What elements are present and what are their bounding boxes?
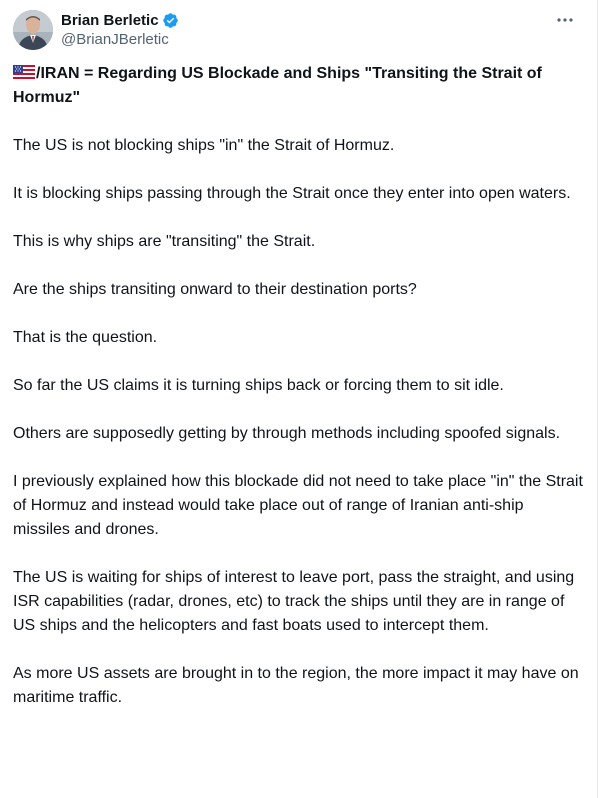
tweet-text xyxy=(13,62,583,734)
avatar[interactable] xyxy=(13,10,53,50)
more-options-button[interactable] xyxy=(553,10,577,30)
tweet-paragraph: As more US assets are brought in to the region, the more impact it may have on maritime traffic. xyxy=(13,665,579,706)
tweet-paragraph: The US is not blocking ships "in" the Strait of Hormuz. xyxy=(13,137,395,154)
tweet-header xyxy=(13,10,585,50)
author-handle[interactable]: @BrianJBerletic xyxy=(61,31,169,48)
tweet-paragraph: The US is waiting for ships of interest to leave port, pass the straight, and using ISR capabilities (radar, drones, etc) to track the ships until they are in range of US ships and the helicopters and fast boats used to intercept them. xyxy=(13,569,575,634)
tweet-paragraph: Others are supposedly getting by through methods including spoofed signals. xyxy=(13,425,561,442)
us-flag-icon xyxy=(13,63,35,77)
verified-badge-icon xyxy=(162,12,179,29)
headline-text: /IRAN = Regarding US Blockade and Ships "Transiting the Strait of Hormuz" xyxy=(13,65,542,106)
tweet-paragraph: So far the US claims it is turning ships back or forcing them to sit idle. xyxy=(13,377,504,394)
author-names xyxy=(61,10,179,48)
avatar-image xyxy=(13,10,53,50)
tweet-paragraph: That is the question. xyxy=(13,329,158,346)
tweet-headline xyxy=(13,62,583,110)
display-name-row xyxy=(61,10,179,30)
tweet-paragraph: I previously explained how this blockade did not need to take place "in" the Strait of Hormuz and instead would take place out of range of Iranian anti-ship missiles and drones. xyxy=(13,473,583,538)
tweet-paragraph: This is why ships are "transiting" the Strait. xyxy=(13,233,316,250)
more-horizontal-icon xyxy=(556,17,574,23)
tweet-paragraph: Are the ships transiting onward to their destination ports? xyxy=(13,281,417,298)
tweet-paragraph: It is blocking ships passing through the Strait once they enter into open waters. xyxy=(13,185,571,202)
display-name[interactable]: Brian Berletic xyxy=(61,11,159,29)
